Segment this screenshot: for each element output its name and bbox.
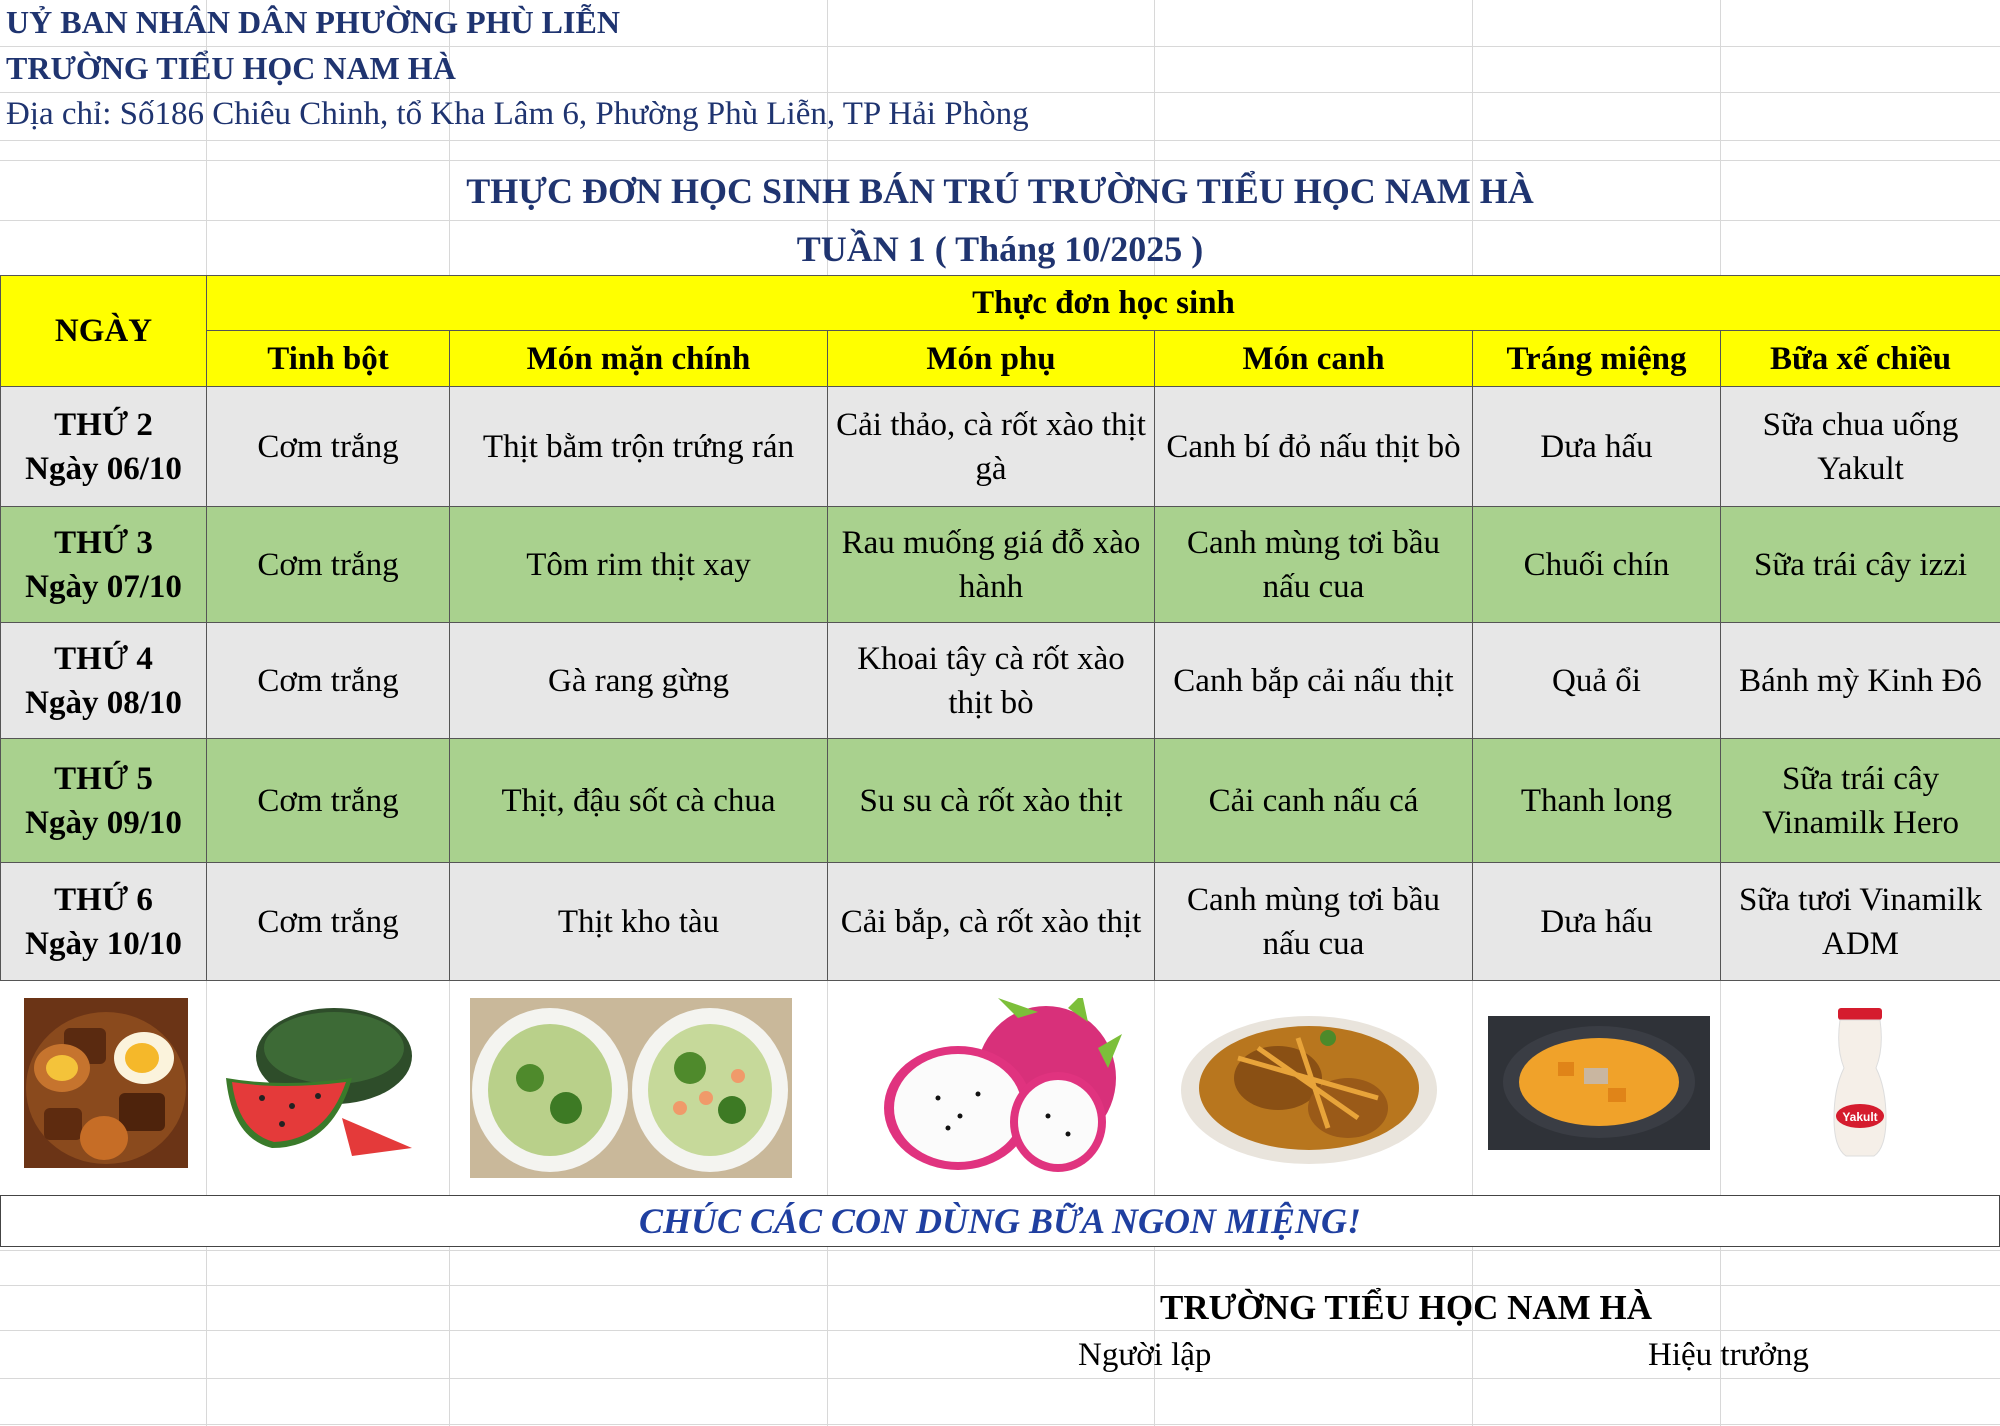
column-header-dessert: Tráng miệng [1473, 331, 1721, 387]
menu-cell: Rau muống giá đỗ xào hành [828, 507, 1155, 623]
ginger-chicken-photo [1178, 998, 1440, 1178]
week-subtitle: TUẦN 1 ( Tháng 10/2025 ) [796, 229, 1204, 269]
braised-pork-egg-photo [24, 998, 188, 1178]
column-header-starch: Tinh bột [207, 331, 450, 387]
menu-table [0, 275, 2000, 981]
menu-cell: Cơm trắng [207, 507, 450, 623]
menu-cell: Su su cà rốt xào thịt [828, 739, 1155, 863]
food-photos-row [0, 980, 2000, 1195]
menu-cell: Canh bí đỏ nấu thịt bò [1155, 387, 1473, 507]
menu-cell: Cơm trắng [207, 739, 450, 863]
closing-wish: CHÚC CÁC CON DÙNG BỮA NGON MIỆNG! [638, 1201, 1362, 1241]
column-header-afternoon-snack: Bữa xế chiều [1721, 331, 2000, 387]
yakult-logo-text: Yakult [1842, 1110, 1878, 1124]
watermelon-photo [222, 998, 422, 1178]
day-cell: THỨ 2 Ngày 06/10 [1, 387, 207, 507]
column-header-main-dish: Món mặn chính [450, 331, 828, 387]
menu-cell: Cơm trắng [207, 387, 450, 507]
table-row [1, 863, 2000, 981]
menu-cell: Sữa tươi Vinamilk ADM [1721, 863, 2000, 981]
menu-cell: Cải canh nấu cá [1155, 739, 1473, 863]
menu-cell: Dưa hấu [1473, 387, 1721, 507]
committee-name: UỶ BAN NHÂN DÂN PHƯỜNG PHÙ LIỄN [6, 4, 620, 40]
menu-cell: Quả ổi [1473, 623, 1721, 739]
day-cell: THỨ 4 Ngày 08/10 [1, 623, 207, 739]
menu-cell: Sữa trái cây izzi [1721, 507, 2000, 623]
menu-cell: Sữa chua uống Yakult [1721, 387, 2000, 507]
signature-principal: Hiệu trưởng [1648, 1337, 1809, 1373]
page-title: THỰC ĐƠN HỌC SINH BÁN TRÚ TRƯỜNG TIỂU HỌC NAM HÀ [466, 171, 1534, 211]
closing-wish-box [0, 1195, 2000, 1247]
menu-cell: Gà rang gừng [450, 623, 828, 739]
menu-cell: Canh bắp cải nấu thịt [1155, 623, 1473, 739]
column-header-soup: Món canh [1155, 331, 1473, 387]
menu-cell: Thịt bằm trộn trứng rán [450, 387, 828, 507]
column-header-side-dish: Món phụ [828, 331, 1155, 387]
menu-cell: Dưa hấu [1473, 863, 1721, 981]
school-address: Địa chỉ: Số186 Chiêu Chinh, tổ Kha Lâm 6, Phường Phù Liễn, TP Hải Phòng [6, 96, 1029, 132]
yakult-bottle-photo [1826, 998, 1894, 1178]
menu-cell: Canh mùng tơi bầu nấu cua [1155, 863, 1473, 981]
menu-cell: Cơm trắng [207, 623, 450, 739]
menu-cell: Cơm trắng [207, 863, 450, 981]
menu-cell: Tôm rim thịt xay [450, 507, 828, 623]
menu-cell: Thanh long [1473, 739, 1721, 863]
day-cell: THỨ 3 Ngày 07/10 [1, 507, 207, 623]
menu-cell: Cải thảo, cà rốt xào thịt gà [828, 387, 1155, 507]
menu-cell: Thịt kho tàu [450, 863, 828, 981]
school-name: TRƯỜNG TIỂU HỌC NAM HÀ [6, 50, 456, 86]
day-column-header: NGÀY [1, 276, 207, 387]
day-cell: THỨ 6 Ngày 10/10 [1, 863, 207, 981]
table-row [1, 507, 2000, 623]
menu-cell: Canh mùng tơi bầu nấu cua [1155, 507, 1473, 623]
menu-cell: Sữa trái cây Vinamilk Hero [1721, 739, 2000, 863]
menu-cell: Thịt, đậu sốt cà chua [450, 739, 828, 863]
pumpkin-soup-photo [1488, 998, 1710, 1178]
day-cell: THỨ 5 Ngày 09/10 [1, 739, 207, 863]
dragon-fruit-photo [868, 998, 1122, 1178]
vegetable-soup-photo [470, 998, 792, 1178]
signature-school-name: TRƯỜNG TIỂU HỌC NAM HÀ [1160, 1288, 1652, 1327]
menu-group-header: Thực đơn học sinh [207, 276, 2000, 331]
menu-cell: Bánh mỳ Kinh Đô [1721, 623, 2000, 739]
menu-cell: Chuối chín [1473, 507, 1721, 623]
table-row [1, 623, 2000, 739]
signature-preparer: Người lập [1078, 1337, 1212, 1373]
table-row [1, 387, 2000, 507]
table-row [1, 739, 2000, 863]
menu-cell: Khoai tây cà rốt xào thịt bò [828, 623, 1155, 739]
menu-cell: Cải bắp, cà rốt xào thịt [828, 863, 1155, 981]
